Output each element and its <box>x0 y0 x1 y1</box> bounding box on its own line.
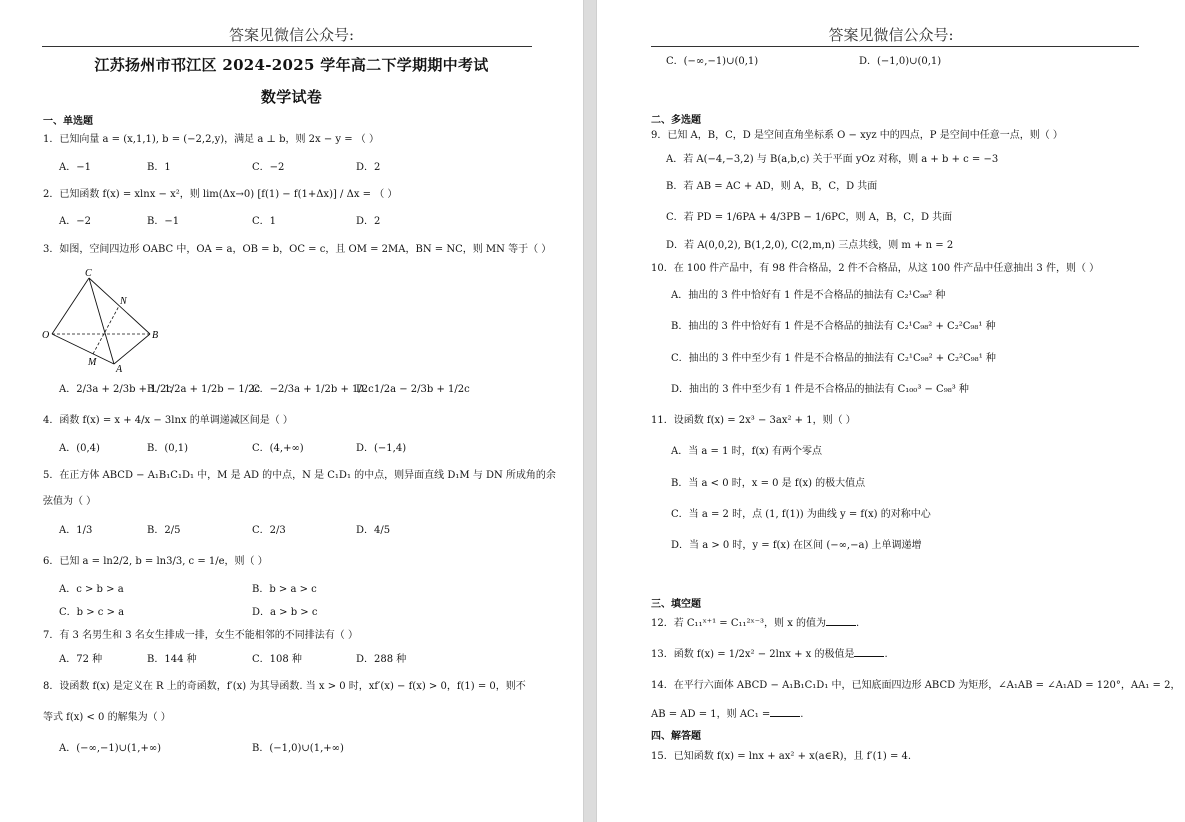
q7-stem: 7．有 3 名男生和 3 名女生排成一排，女生不能相邻的不同排法有（ ） <box>43 630 358 641</box>
q13-text: 13．函数 f(x) = 1/2x² − 2lnx + x 的极值是 <box>651 649 855 660</box>
q5-stem-line2: 弦值为（ ） <box>43 496 97 507</box>
q4-option-a: A．(0,4) <box>59 443 100 454</box>
header-rule-right <box>651 46 1139 47</box>
label-m: M <box>88 357 97 368</box>
edge-ca <box>89 278 114 364</box>
q14-stem-line1: 14．在平行六面体 ABCD − A₁B₁C₁D₁ 中，已知底面四边形 ABCD 为矩形，∠A₁AB = ∠A₁AD = 120°，AA₁ = 2， <box>651 680 1181 691</box>
q1-stem: 1．已知向量 a = (x,1,1), b = (−2,2,y)，满足 a ⊥ b，则 2x − y = （ ） <box>43 134 379 145</box>
q4-stem: 4．函数 f(x) = x + 4/x − 3lnx 的单调递减区间是（ ） <box>43 415 293 426</box>
q11-option-a: A．当 a = 1 时，f(x) 有两个零点 <box>671 446 822 457</box>
edge-oa <box>52 334 114 364</box>
label-a: A <box>116 364 123 374</box>
exam-title: 江苏扬州市邗江区 2024-2025 学年高二下学期期中考试 <box>94 56 489 74</box>
q3-stem: 3．如图，空间四边形 OABC 中，OA = a，OB = b，OC = c，且 OM = 2MA，BN = NC，则 MN 等于（ ） <box>43 244 552 255</box>
edge-ab <box>114 334 150 364</box>
q1-option-b: B．1 <box>147 162 171 173</box>
q9-stem: 9．已知 A，B，C，D 是空间直角坐标系 O − xyz 中的四点，P 是空间中任意一点，则（ ） <box>651 130 1063 141</box>
q10-option-a: A．抽出的 3 件中恰好有 1 件是不合格品的抽法有 C₂¹C₉₈² 种 <box>671 290 946 301</box>
q12-answer-blank[interactable] <box>826 617 856 626</box>
q1-option-c: C．−2 <box>252 162 285 173</box>
exam-subtitle: 数学试卷 <box>260 88 323 106</box>
header-note: 答案见微信公众号: <box>228 26 355 44</box>
section-multi: 二、多选题 <box>651 115 701 126</box>
q3-option-d: D．1/2a − 2/3b + 1/2c <box>356 384 470 395</box>
q14-tail: . <box>800 709 804 720</box>
q14-text: AB = AD = 1，则 AC₁ = <box>651 709 771 720</box>
q12-tail: . <box>856 618 860 629</box>
q5-option-c: C．2/3 <box>252 525 286 536</box>
q1-option-d: D．2 <box>356 162 381 173</box>
segment-mn-dashed <box>93 306 119 354</box>
q2-option-b: B．−1 <box>147 216 180 227</box>
q8-stem-line1: 8．设函数 f(x) 是定义在 R 上的奇函数，f′(x) 为其导函数. 当 x > 0 时，xf′(x) − f(x) > 0，f(1) = 0，则不 <box>43 681 526 692</box>
q9-option-a: A．若 A(−4,−3,2) 与 B(a,b,c) 关于平面 yOz 对称，则 a + b + c = −3 <box>666 154 999 165</box>
header-note-right: 答案见微信公众号: <box>828 26 954 44</box>
q4-option-c: C．(4,+∞) <box>252 443 304 454</box>
q3-option-c: C．−2/3a + 1/2b + 1/2c <box>252 384 374 395</box>
q12-stem <box>651 617 859 631</box>
q9-option-d: D．若 A(0,0,2), B(1,2,0), C(2,m,n) 三点共线，则 m + n = 2 <box>666 240 954 251</box>
q3-option-a: A．2/3a + 2/3b + 1/2c <box>59 384 172 395</box>
q2-option-a: A．−2 <box>59 216 91 227</box>
q5-option-a: A．1/3 <box>59 525 93 536</box>
q15-stem: 15．已知函数 f(x) = lnx + ax² + x(a∈R)，且 f′(1) = 4. <box>651 751 912 762</box>
q9-option-b: B．若 AB = AC + AD，则 A，B，C，D 共面 <box>666 181 878 192</box>
q6-option-a: A．c > b > a <box>59 584 124 595</box>
q2-option-d: D．2 <box>356 216 381 227</box>
q13-stem <box>651 648 888 662</box>
q11-option-d: D．当 a > 0 时，y = f(x) 在区间 (−∞,−a) 上单调递增 <box>671 540 922 551</box>
q2-stem: 2．已知函数 f(x) = xlnx − x²，则 lim(Δx→0) [f(1) − f(1+Δx)] / Δx = （ ） <box>43 189 398 200</box>
q5-option-b: B．2/5 <box>147 525 181 536</box>
label-n: N <box>120 296 127 307</box>
q2-option-c: C．1 <box>252 216 277 227</box>
label-o: O <box>42 330 50 341</box>
q4-option-b: B．(0,1) <box>147 443 189 454</box>
q6-option-d: D．a > b > c <box>252 607 318 618</box>
q4-option-d: D．(−1,4) <box>356 443 407 454</box>
q6-option-b: B．b > a > c <box>252 584 317 595</box>
q6-option-c: C．b > c > a <box>59 607 125 618</box>
page-gutter <box>583 0 597 822</box>
q14-stem-line2 <box>651 708 803 722</box>
section-fill: 三、填空题 <box>651 599 701 610</box>
q9-option-c: C．若 PD = 1/6PA + 4/3PB − 1/6PC，则 A，B，C，D 共面 <box>666 212 953 223</box>
q10-option-b: B．抽出的 3 件中恰好有 1 件是不合格品的抽法有 C₂¹C₉₈² + C₂²C₉₈¹ 种 <box>671 321 996 332</box>
section-single: 一、单选题 <box>43 116 93 127</box>
q11-stem: 11．设函数 f(x) = 2x³ − 3ax² + 1，则（ ） <box>651 415 856 426</box>
tetrahedron-diagram <box>42 266 164 374</box>
q11-option-b: B．当 a < 0 时，x = 0 是 f(x) 的极大值点 <box>671 478 866 489</box>
q13-tail: . <box>884 649 888 660</box>
label-c: C <box>85 268 92 279</box>
label-b: B <box>152 330 159 341</box>
q14-answer-blank[interactable] <box>770 708 800 717</box>
q8-option-b: B．(−1,0)∪(1,+∞) <box>252 743 344 754</box>
edge-oc <box>52 278 89 334</box>
q13-answer-blank[interactable] <box>854 648 884 657</box>
q7-option-a: A．72 种 <box>59 654 103 665</box>
q8-option-d: D．(−1,0)∪(0,1) <box>859 56 942 67</box>
q6-stem: 6．已知 a = ln2/2, b = ln3/3, c = 1/e，则（ ） <box>43 556 268 567</box>
q7-option-b: B．144 种 <box>147 654 197 665</box>
q5-option-d: D．4/5 <box>356 525 391 536</box>
q10-stem: 10．在 100 件产品中，有 98 件合格品，2 件不合格品，从这 100 件产品中任意抽出 3 件，则（ ） <box>651 263 1100 274</box>
q5-stem-line1: 5．在正方体 ABCD − A₁B₁C₁D₁ 中，M 是 AD 的中点，N 是 C₁D₁ 的中点，则异面直线 D₁M 与 DN 所成角的余 <box>43 470 556 481</box>
q8-option-a: A．(−∞,−1)∪(1,+∞) <box>59 743 162 754</box>
q12-text: 12．若 C₁₁ˣ⁺¹ = C₁₁²ˣ⁻³，则 x 的值为 <box>651 618 827 629</box>
q1-option-a: A．−1 <box>59 162 91 173</box>
page-left <box>0 0 583 822</box>
q11-option-c: C．当 a = 2 时，点 (1, f(1)) 为曲线 y = f(x) 的对称中心 <box>671 509 931 520</box>
q8-stem-line2: 等式 f(x) < 0 的解集为（ ） <box>43 712 171 723</box>
page-right <box>597 0 1185 822</box>
q8-option-c: C．(−∞,−1)∪(0,1) <box>666 56 759 67</box>
q7-option-d: D．288 种 <box>356 654 407 665</box>
q3-option-b: B．1/2a + 1/2b − 1/2c <box>147 384 261 395</box>
q10-option-c: C．抽出的 3 件中至少有 1 件是不合格品的抽法有 C₂¹C₉₈² + C₂²C₉₈¹ 种 <box>671 353 996 364</box>
q10-option-d: D．抽出的 3 件中至少有 1 件是不合格品的抽法有 C₁₀₀³ − C₉₈³ 种 <box>671 384 969 395</box>
section-answer: 四、解答题 <box>651 731 701 742</box>
q7-option-c: C．108 种 <box>252 654 302 665</box>
header-rule <box>42 46 532 47</box>
